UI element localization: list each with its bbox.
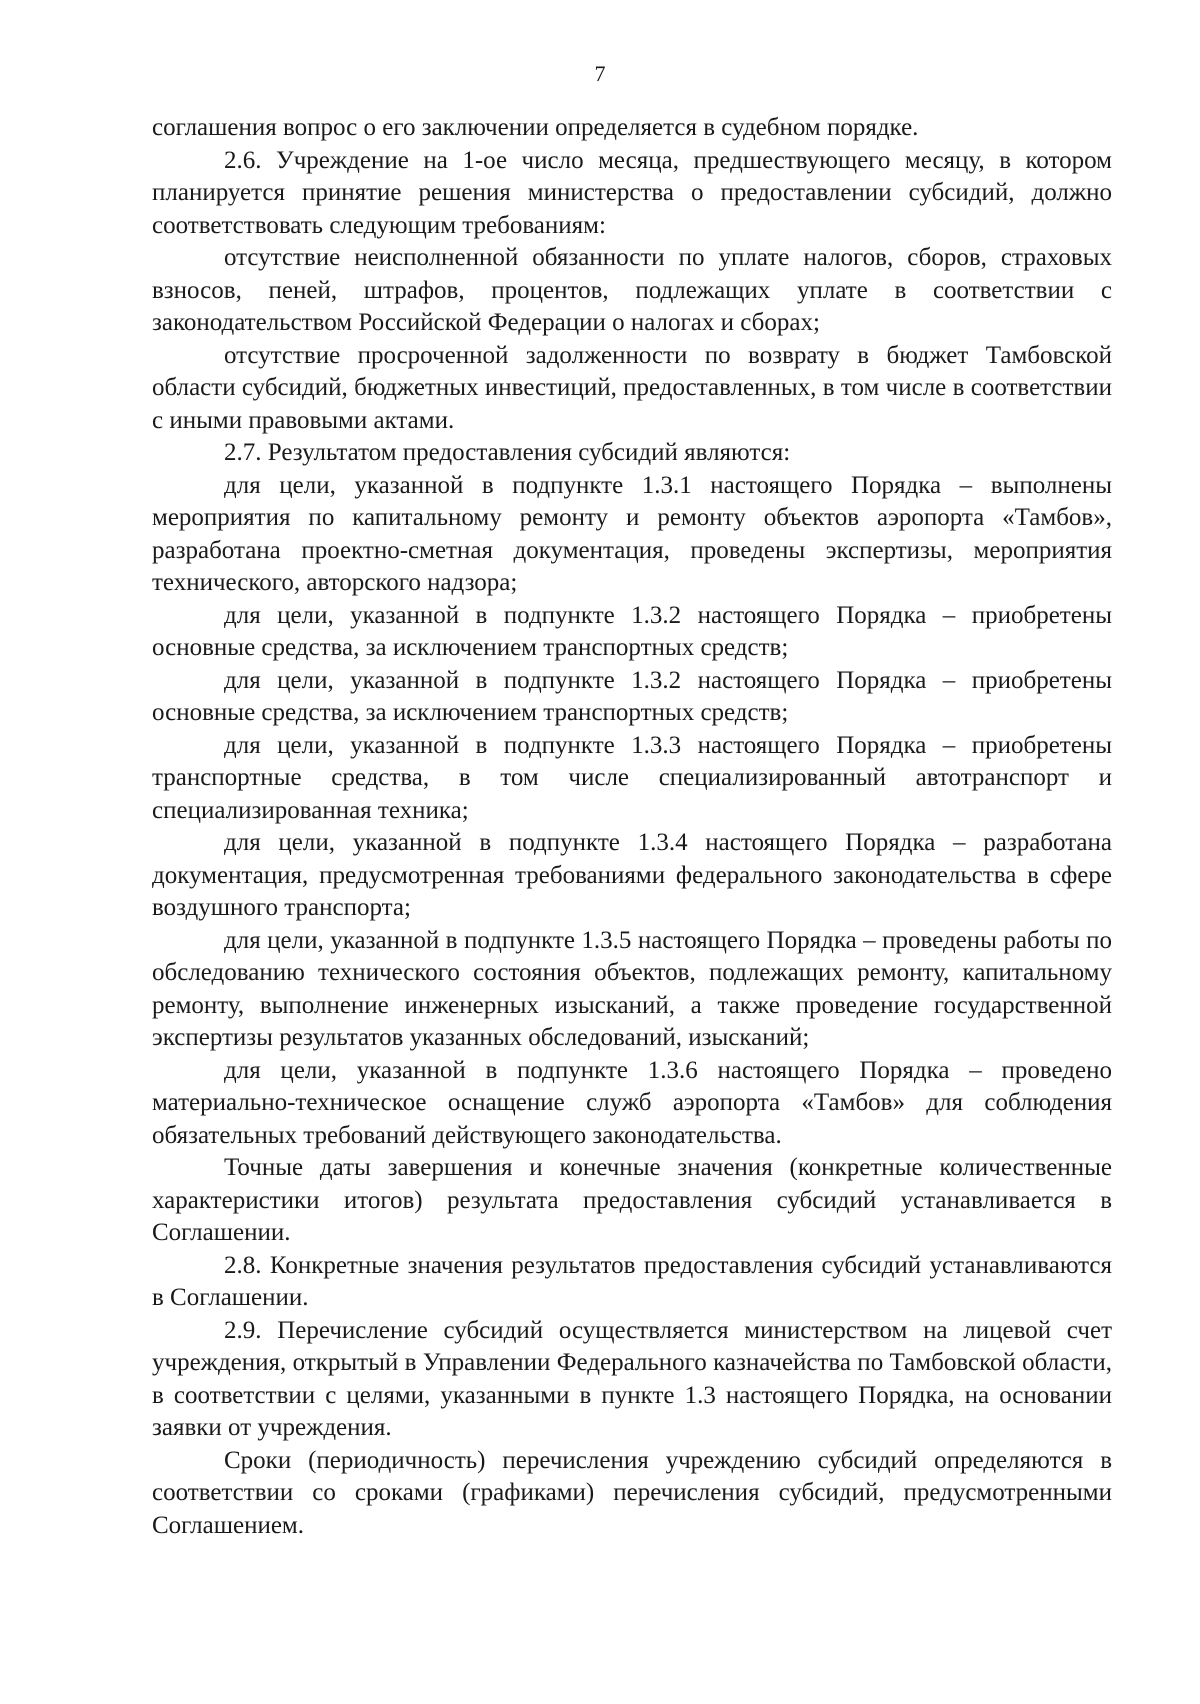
paragraph-requirement-taxes: отсутствие неисполненной обязанности по уплате налогов, сборов, страховых взносов, пеней, штрафов, процентов, подлежащих уплате в соответствии с законодательством Российской Федерации о налогах и сборах; bbox=[152, 244, 1112, 336]
paragraph-dates-values: Точные даты завершения и конечные значения (конкретные количественные характеристики итогов) результата предоставления субсидий устанавливается в Соглашении. bbox=[152, 1154, 1112, 1246]
paragraph-requirement-debt: отсутствие просроченной задолженности по возврату в бюджет Тамбовской области субсидий, бюджетных инвестиций, предоставленных, в том числе в соответствии с иными правовыми актами. bbox=[152, 341, 1112, 434]
paragraph-continuation: соглашения вопрос о его заключении определяется в судебном порядке. bbox=[152, 114, 919, 141]
paragraph-2-9: 2.9. Перечисление субсидий осуществляется министерством на лицевой счет учреждения, открытый в Управлении Федерального казначейства по Тамбовской области, в соответствии с целями, указанными в пункте 1.3 настоящего Порядка, на основании заявки от учреждения. bbox=[152, 1316, 1112, 1441]
paragraph-2-6: 2.6. Учреждение на 1-ое число месяца, предшествующего месяцу, в котором планируется принятие решения министерства о предоставлении субсидий, должно соответствовать следующим требованиям: bbox=[152, 146, 1112, 239]
paragraph-goal-1-3-1: для цели, указанной в подпункте 1.3.1 настоящего Порядка – выполнены мероприятия по капитальному ремонту и ремонту объектов аэропорта «Тамбов», разработана проектно-сметная документация, проведены экспертизы, мероприятия технического, авторского надзора; bbox=[152, 471, 1112, 596]
paragraph-goal-1-3-3: для цели, указанной в подпункте 1.3.3 настоящего Порядка – приобретены транспортные средства, в том числе специализированный автотранспорт и специализированная техника; bbox=[152, 731, 1112, 824]
paragraph-goal-1-3-2-a: для цели, указанной в подпункте 1.3.2 настоящего Порядка – приобретены основные средства, за исключением транспортных средств; bbox=[152, 601, 1112, 661]
paragraph-goal-1-3-2-b: для цели, указанной в подпункте 1.3.2 настоящего Порядка – приобретены основные средства, за исключением транспортных средств; bbox=[152, 666, 1112, 726]
paragraph-goal-1-3-5: для цели, указанной в подпункте 1.3.5 настоящего Порядка – проведены работы по обследованию технического состояния объектов, подлежащих ремонту, капитальному ремонту, выполнение инженерных изысканий, а также проведение государственной экспертизы результатов указанных обследований, изысканий; bbox=[152, 926, 1112, 1051]
paragraph-transfer-terms: Сроки (периодичность) перечисления учреждению субсидий определяются в соответствии со сроками (графиками) перечисления субсидий, предусмотренными Соглашением. bbox=[152, 1446, 1112, 1539]
paragraph-2-8: 2.8. Конкретные значения результатов предоставления субсидий устанавливаются в Соглашении. bbox=[152, 1251, 1112, 1311]
paragraph-goal-1-3-4: для цели, указанной в подпункте 1.3.4 настоящего Порядка – разработана документация, предусмотренная требованиями федерального законодательства в сфере воздушного транспорта; bbox=[152, 829, 1112, 921]
paragraph-2-7: 2.7. Результатом предоставления субсидий являются: bbox=[224, 439, 791, 466]
page-number: 7 bbox=[594, 61, 606, 86]
document-body bbox=[152, 112, 1112, 1542]
paragraph-goal-1-3-6: для цели, указанной в подпункте 1.3.6 настоящего Порядка – проведено материально-техническое оснащение служб аэропорта «Тамбов» для соблюдения обязательных требований действующего законодательства. bbox=[152, 1056, 1112, 1149]
